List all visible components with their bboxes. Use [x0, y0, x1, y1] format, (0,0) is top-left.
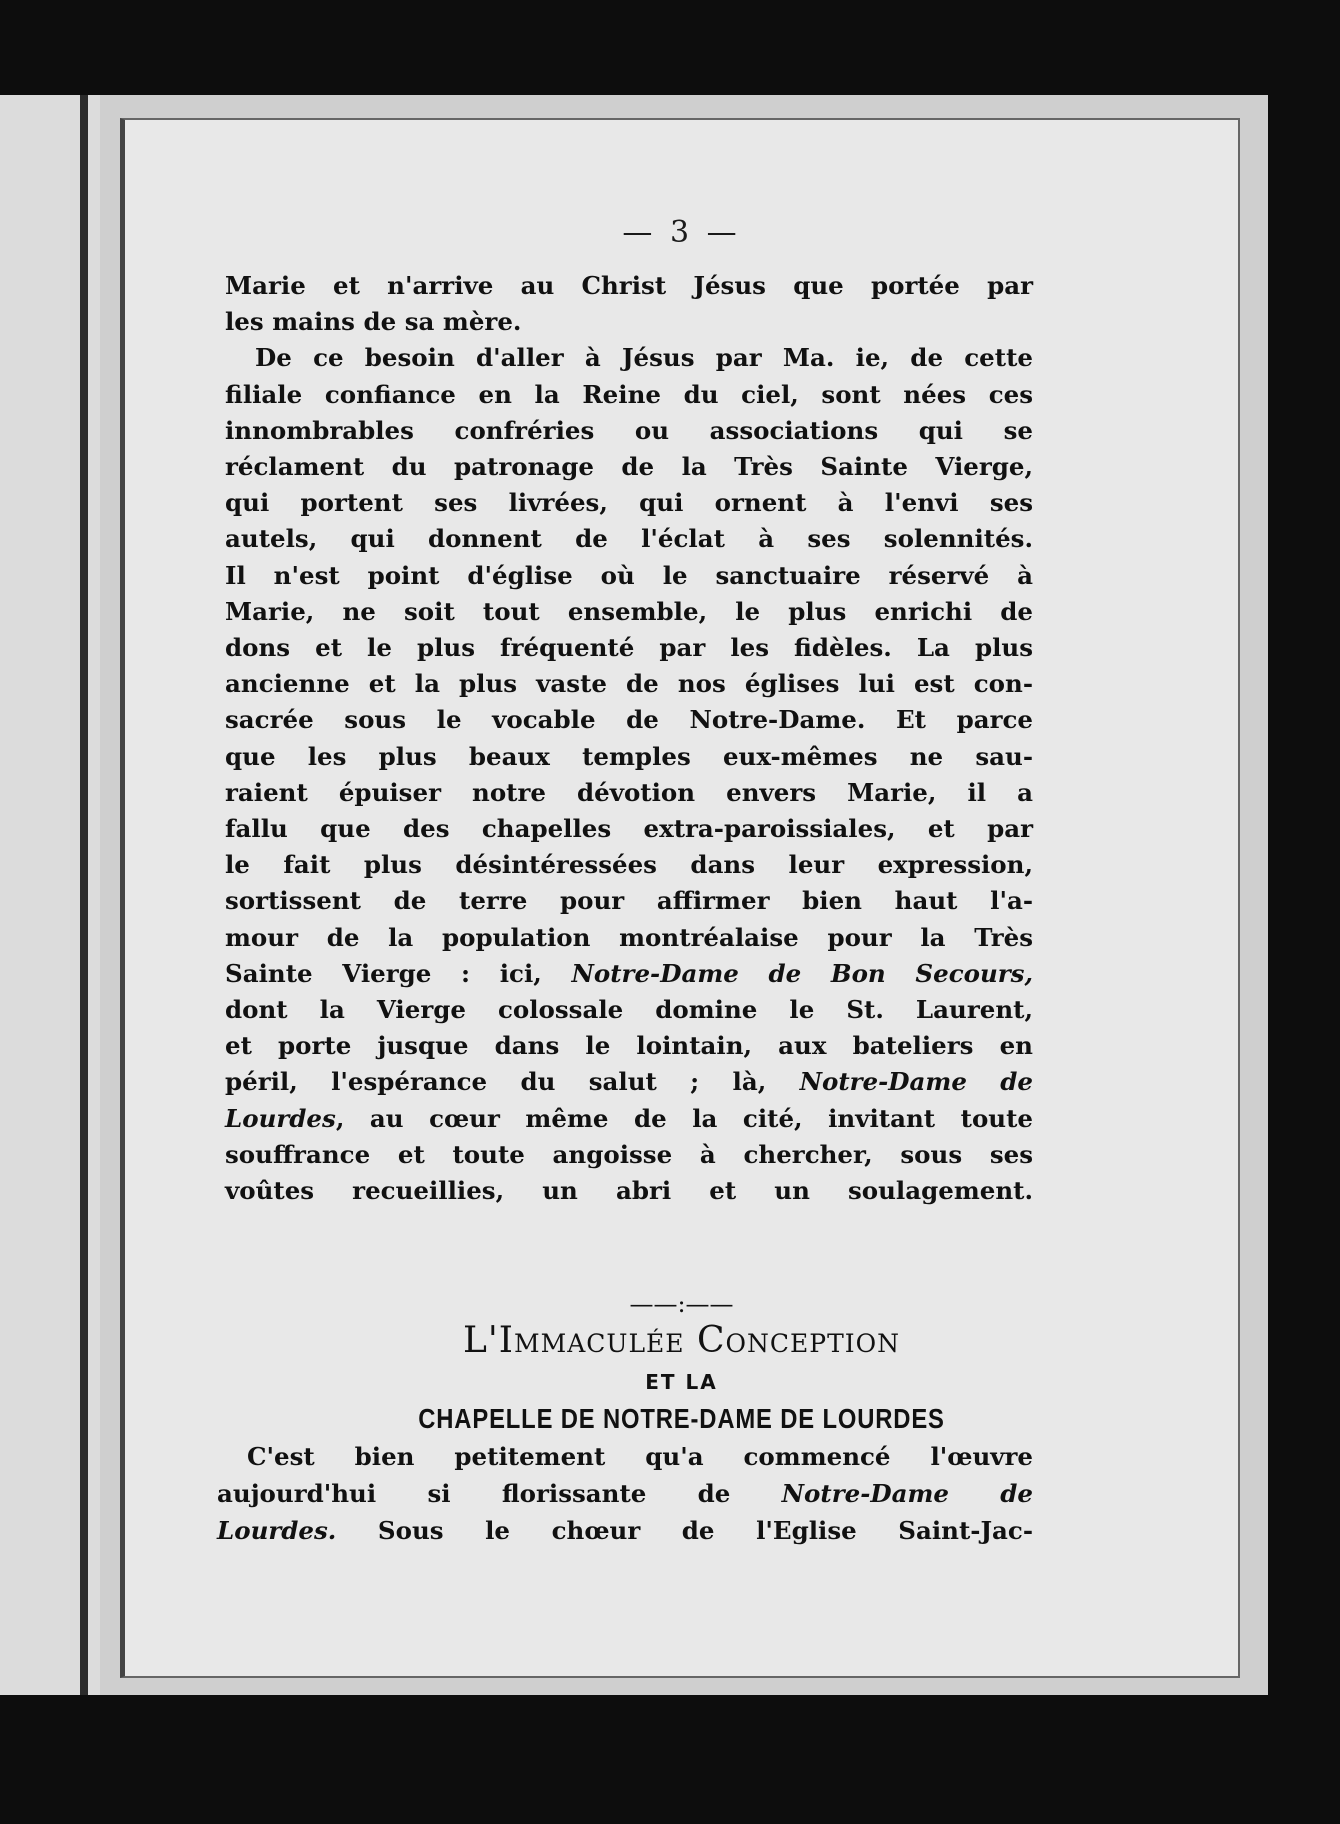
text-line: Marie, ne soit tout ensemble, le plus enrichi de: [225, 596, 1033, 626]
text-run: Sainte Vierge : ici,: [225, 958, 572, 988]
text-line: mour de la population montréalaise pour la Très: [225, 922, 1033, 952]
section-conjunction: ET LA: [645, 1370, 718, 1394]
text-line: Il n'est point d'église où le sanctuaire réservé à: [225, 560, 1033, 590]
text-line: [217, 1512, 1033, 1549]
section-title: L'Immaculée Conception: [462, 1320, 901, 1361]
text-line: réclament du patronage de la Très Sainte Vierge,: [225, 452, 1033, 482]
binding-edge: [80, 95, 88, 1695]
text-line: De ce besoin d'aller à Jésus par Ma. ie, de cette: [255, 343, 1033, 373]
italic-run: Notre-Dame de Bon Secours,: [571, 958, 1034, 988]
text-line: et porte jusque dans le lointain, aux bateliers en: [225, 1031, 1033, 1061]
text-line: C'est bien petitement qu'a commencé l'œuvre: [247, 1442, 1033, 1471]
text-line: voûtes recueillies, un abri et un soulagement.: [225, 1176, 1033, 1206]
section-text: [217, 1438, 1033, 1549]
page-number: — 3 —: [622, 215, 741, 250]
text-line: [225, 1101, 1033, 1137]
text-line: le fait plus désintéressées dans leur expression,: [225, 850, 1033, 880]
text-run: , au cœur même de la cité, invitant toute: [335, 1103, 1033, 1133]
italic-run: Lourdes.: [217, 1516, 337, 1545]
text-line: raient épuiser notre dévotion envers Marie, il a: [225, 777, 1033, 807]
text-line: autels, qui donnent de l'éclat à ses solennités.: [225, 524, 1033, 554]
text-line: qui portent ses livrées, qui ornent à l'envi ses: [225, 488, 1033, 518]
text-line: que les plus beaux temples eux-mêmes ne sau-: [225, 741, 1033, 771]
italic-run: Notre-Dame de: [799, 1067, 1033, 1097]
left-page-edge: [0, 95, 103, 1695]
main-text: [225, 268, 1033, 1209]
text-line: sortissent de terre pour affirmer bien haut l'a-: [225, 886, 1033, 916]
text-line: les mains de sa mère.: [225, 307, 522, 337]
text-line: fallu que des chapelles extra-paroissiales, et par: [225, 814, 1033, 844]
text-run: péril, l'espérance du salut ; là,: [225, 1067, 800, 1097]
text-line: [225, 1064, 1033, 1100]
text-line: dons et le plus fréquenté par les fidèles. La plus: [225, 633, 1033, 663]
text-line: [217, 1475, 1033, 1512]
text-run: aujourd'hui si florissante de: [217, 1479, 782, 1508]
text-line: [225, 956, 1033, 992]
italic-run: Notre-Dame de: [781, 1479, 1033, 1508]
section-separator: ——:——: [629, 1290, 734, 1318]
text-line: Marie et n'arrive au Christ Jésus que portée par: [225, 271, 1033, 300]
text-run: Sous le chœur de l'Eglise Saint-Jac-: [336, 1516, 1033, 1545]
document-page: [120, 118, 1240, 1678]
text-line: souffrance et toute angoisse à chercher, sous ses: [225, 1139, 1033, 1169]
text-line: sacrée sous le vocable de Notre-Dame. Et parce: [225, 705, 1033, 735]
text-line: dont la Vierge colossale domine le St. Laurent,: [225, 995, 1033, 1025]
section-subtitle: CHAPELLE DE NOTRE-DAME DE LOURDES: [418, 1403, 945, 1434]
italic-run: Lourdes: [225, 1103, 336, 1133]
text-line: filiale confiance en la Reine du ciel, sont nées ces: [225, 379, 1033, 409]
text-line: innombrables confréries ou associations qui se: [225, 415, 1033, 445]
text-line: ancienne et la plus vaste de nos églises lui est con-: [225, 669, 1033, 699]
